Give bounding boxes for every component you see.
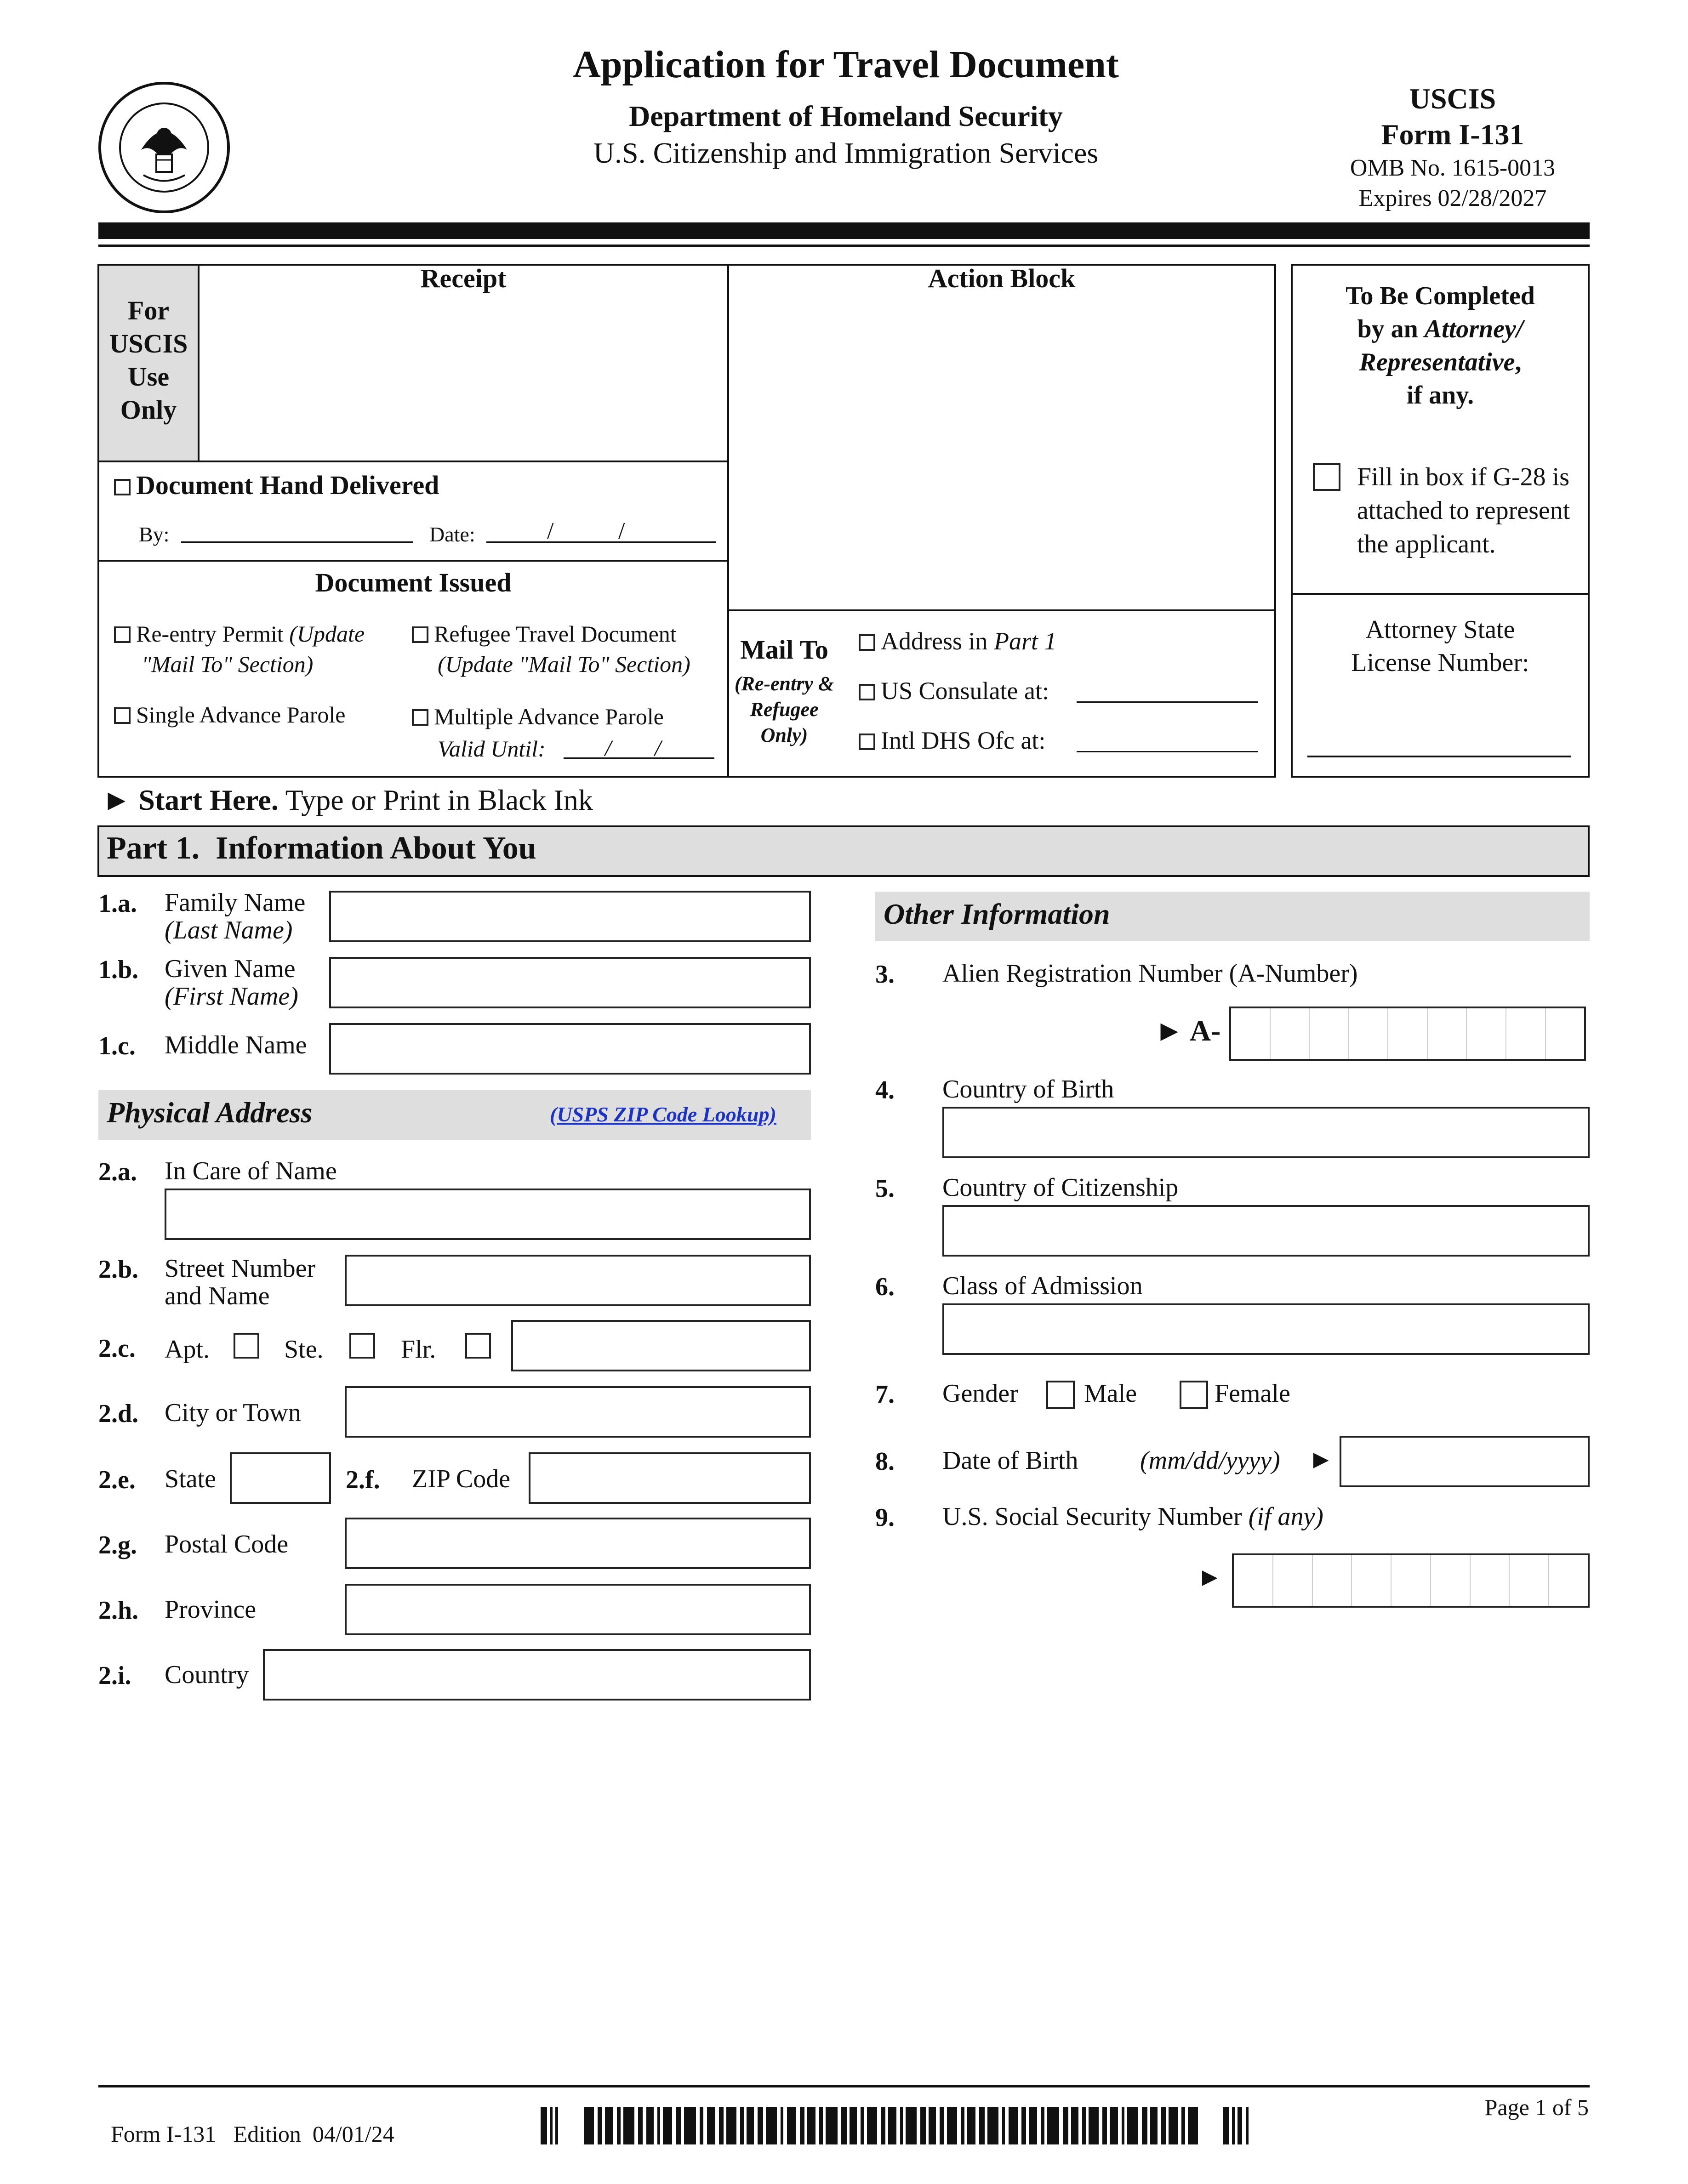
q2d-label: City or Town	[165, 1399, 301, 1427]
multiple-parole-option[interactable]	[412, 703, 664, 730]
hand-delivered-label: Document Hand Delivered	[136, 470, 439, 500]
q2i-label: Country	[165, 1661, 249, 1689]
header-rule-thick	[98, 222, 1590, 239]
expiration-date: Expires 02/28/2027	[1358, 185, 1547, 211]
q2h-label: Province	[165, 1595, 257, 1624]
attorney-divider	[1293, 593, 1588, 595]
refugee-note: (Update "Mail To" Section)	[438, 651, 690, 677]
receipt-divider	[99, 461, 727, 462]
date-of-birth-arrow: ►	[1308, 1445, 1334, 1474]
footer-form-number: Form I-131	[111, 2121, 217, 2147]
document-issued-heading: Document Issued	[315, 568, 512, 597]
us-consulate-line[interactable]	[1077, 701, 1258, 703]
q5-number: 5.	[875, 1174, 895, 1203]
q2f-number: 2.f.	[346, 1466, 380, 1494]
q1b-number: 1.b.	[98, 956, 139, 984]
date-of-birth-field[interactable]	[1340, 1436, 1590, 1487]
date-line[interactable]	[486, 541, 716, 543]
refugee-travel-option[interactable]	[412, 620, 677, 647]
license-number-line[interactable]	[1307, 756, 1571, 757]
us-consulate-label: US Consulate at:	[881, 677, 1049, 705]
g28-checkbox[interactable]	[1313, 463, 1340, 491]
other-information-title: Other Information	[884, 898, 1110, 930]
q1a-label-text: Family Name	[165, 888, 306, 917]
country-field[interactable]	[263, 1649, 811, 1701]
apt-label: Apt.	[165, 1335, 210, 1364]
start-here-instructions: Type or Print in Black Ink	[285, 784, 593, 816]
q8-label: Date of Birth	[942, 1446, 1078, 1475]
date-format-hint: (mm/dd/yyyy)	[1140, 1446, 1280, 1475]
hand-delivered[interactable]	[114, 470, 439, 500]
subagency-name: U.S. Citizenship and Immigration Services	[593, 136, 1099, 169]
q7-label: Gender	[942, 1379, 1018, 1408]
q8-number: 8.	[875, 1447, 895, 1476]
q9-label-text: U.S. Social Security Number	[942, 1502, 1242, 1531]
uscis-label: USCIS	[1409, 82, 1496, 115]
start-here-arrow: ►	[102, 784, 131, 816]
flr-checkbox[interactable]	[465, 1333, 491, 1359]
q2b-label-line2: and Name	[165, 1282, 270, 1310]
for-uscis-line1: For	[127, 296, 170, 325]
a-number-prefix: ► A-	[1155, 1014, 1221, 1047]
attorney-heading-line1: To Be Completed	[1346, 282, 1535, 310]
attorney-heading-comma: ,	[1515, 348, 1522, 376]
city-field[interactable]	[345, 1386, 811, 1438]
ste-label: Ste.	[284, 1335, 324, 1364]
omb-number: OMB No. 1615-0013	[1350, 155, 1556, 181]
a-number-field[interactable]	[1229, 1007, 1586, 1061]
mail-to-divider	[729, 609, 1274, 611]
by-label: By:	[139, 523, 170, 546]
footer-edition: Edition 04/01/24	[233, 2121, 394, 2147]
q2b-label-line1: Street Number	[165, 1254, 316, 1283]
document-issued-divider	[99, 560, 727, 562]
female-label: Female	[1215, 1379, 1290, 1408]
q2g-label: Postal Code	[165, 1530, 289, 1558]
address-in-part1-option[interactable]	[859, 627, 1057, 655]
reentry-permit-option[interactable]	[114, 620, 365, 647]
ssn-field[interactable]	[1232, 1553, 1590, 1608]
g28-line2: attached to represent	[1357, 496, 1570, 525]
single-parole-option[interactable]	[114, 701, 345, 728]
single-parole-label: Single Advance Parole	[136, 702, 346, 728]
multiple-parole-checkbox[interactable]	[412, 709, 428, 726]
refugee-travel-checkbox[interactable]	[412, 626, 428, 643]
q1c-number: 1.c.	[98, 1032, 136, 1060]
postal-code-field[interactable]	[345, 1518, 811, 1569]
q9-sublabel: (if any)	[1248, 1502, 1323, 1531]
mail-to-note: (Re-entry & Refugee Only)	[734, 672, 834, 746]
attorney-heading-line2a: by an	[1357, 315, 1418, 343]
footer-rule	[98, 2085, 1590, 2087]
valid-until-label: Valid Until:	[438, 736, 546, 762]
class-of-admission-field[interactable]	[942, 1303, 1590, 1355]
valid-until-line[interactable]	[564, 757, 714, 759]
q1a-label	[165, 889, 305, 944]
by-line[interactable]	[181, 541, 413, 543]
mail-to-heading: Mail To	[740, 635, 828, 665]
physical-address-title: Physical Address	[107, 1096, 313, 1129]
middle-name-field[interactable]	[329, 1023, 811, 1075]
multiple-parole-label: Multiple Advance Parole	[434, 704, 664, 729]
street-field[interactable]	[345, 1255, 811, 1306]
footer-form	[99, 2094, 394, 2147]
action-block-heading: Action Block	[928, 263, 1076, 293]
q1b-sublabel: (First Name)	[165, 982, 298, 1011]
us-consulate-option[interactable]	[859, 677, 1049, 705]
address-in-label: Address in	[881, 627, 988, 655]
for-uscis-line3: Use	[127, 362, 170, 392]
q9-label	[942, 1503, 1323, 1530]
header-rule-thin	[98, 245, 1590, 247]
address-in-part1-checkbox[interactable]	[859, 634, 875, 651]
q9-number: 9.	[875, 1503, 895, 1532]
start-here	[102, 783, 593, 817]
attorney-heading-line2b: Attorney/	[1424, 315, 1523, 343]
q2b-number: 2.b.	[98, 1255, 139, 1284]
address-in-part: Part 1	[993, 627, 1057, 655]
in-care-of-field[interactable]	[165, 1189, 811, 1240]
hand-delivered-checkbox[interactable]	[114, 479, 131, 495]
valid-slash-2: /	[655, 735, 661, 761]
page-barcode	[541, 2107, 1262, 2144]
q2i-number: 2.i.	[98, 1661, 131, 1690]
form-title: Application for Travel Document	[573, 43, 1119, 86]
state-field[interactable]	[230, 1452, 331, 1504]
single-parole-checkbox[interactable]	[114, 707, 131, 724]
intl-dhs-line[interactable]	[1077, 751, 1258, 752]
attorney-heading	[1293, 279, 1588, 412]
ste-checkbox[interactable]	[349, 1333, 375, 1359]
q3-label: Alien Registration Number (A-Number)	[942, 959, 1358, 988]
female-checkbox[interactable]	[1180, 1381, 1208, 1409]
family-name-field[interactable]	[329, 891, 811, 942]
q1b-label-text: Given Name	[165, 955, 296, 983]
country-of-citizenship-field[interactable]	[942, 1205, 1590, 1257]
zip-lookup-link[interactable]: (USPS ZIP Code Lookup)	[550, 1103, 776, 1126]
receipt-heading: Receipt	[420, 263, 507, 293]
reentry-note: (Update	[289, 621, 365, 647]
province-field[interactable]	[345, 1584, 811, 1635]
q1a-sublabel: (Last Name)	[165, 916, 293, 944]
zip-code-field[interactable]	[529, 1452, 811, 1504]
attorney-heading-line4: if any.	[1406, 381, 1474, 410]
q5-label: Country of Citizenship	[942, 1173, 1179, 1202]
q1a-number: 1.a.	[98, 889, 137, 918]
q2h-number: 2.h.	[98, 1596, 139, 1625]
q1c-label: Middle Name	[165, 1031, 307, 1059]
q1b-label	[165, 955, 298, 1010]
license-label	[1293, 613, 1588, 679]
country-of-birth-field[interactable]	[942, 1107, 1590, 1158]
reentry-permit-label: Re-entry Permit	[136, 621, 284, 647]
g28-line3: the applicant.	[1357, 530, 1496, 558]
date-label: Date:	[429, 523, 475, 546]
g28-label	[1357, 461, 1570, 561]
refugee-travel-label: Refugee Travel Document	[434, 621, 677, 647]
q2g-number: 2.g.	[98, 1531, 137, 1559]
dhs-seal	[97, 81, 231, 214]
reentry-permit-checkbox[interactable]	[114, 626, 131, 643]
agency-name: Department of Homeland Security	[629, 100, 1063, 132]
q4-label: Country of Birth	[942, 1075, 1114, 1103]
q2e-label: State	[165, 1465, 216, 1493]
q3-number: 3.	[875, 960, 895, 989]
date-slash-1: /	[547, 518, 554, 544]
q2d-number: 2.d.	[98, 1399, 139, 1428]
us-consulate-checkbox[interactable]	[859, 684, 875, 700]
q2f-label: ZIP Code	[412, 1465, 511, 1493]
license-line2: License Number:	[1351, 648, 1529, 677]
q2e-number: 2.e.	[98, 1466, 136, 1494]
male-label: Male	[1084, 1379, 1137, 1408]
for-uscis-line2: USCIS	[109, 329, 188, 358]
q6-number: 6.	[875, 1273, 895, 1301]
start-here-bold: Start Here.	[138, 784, 279, 816]
male-checkbox[interactable]	[1046, 1381, 1075, 1409]
attorney-heading-line3: Representative	[1359, 348, 1515, 376]
license-line1: Attorney State	[1365, 615, 1515, 644]
uscis-use-block	[97, 264, 1276, 778]
intl-dhs-option[interactable]	[859, 726, 1045, 755]
intl-dhs-label: Intl DHS Ofc at:	[881, 727, 1046, 754]
q6-label: Class of Admission	[942, 1272, 1143, 1300]
footer-page-number: Page 1 of 5	[1484, 2094, 1589, 2120]
unit-number-field[interactable]	[511, 1320, 811, 1371]
given-name-field[interactable]	[329, 957, 811, 1008]
flr-label: Flr.	[401, 1335, 436, 1364]
for-uscis-use-label	[99, 294, 198, 427]
intl-dhs-checkbox[interactable]	[859, 734, 875, 750]
q2c-number: 2.c.	[98, 1334, 136, 1363]
part1-title: Part 1. Information About You	[107, 830, 536, 866]
valid-slash-1: /	[605, 735, 611, 761]
q7-number: 7.	[875, 1380, 895, 1409]
q2a-label: In Care of Name	[165, 1157, 337, 1185]
q2a-number: 2.a.	[98, 1158, 137, 1186]
form-number: Form I-131	[1381, 118, 1524, 151]
apt-checkbox[interactable]	[234, 1333, 259, 1359]
ssn-arrow: ►	[1197, 1563, 1223, 1592]
reentry-note-line2: "Mail To" Section)	[142, 651, 314, 677]
q2b-label	[165, 1255, 315, 1310]
q4-number: 4.	[875, 1076, 895, 1104]
g28-line1: Fill in box if G-28 is	[1357, 463, 1570, 491]
for-uscis-line4: Only	[120, 395, 177, 425]
date-slash-2: /	[618, 518, 625, 544]
